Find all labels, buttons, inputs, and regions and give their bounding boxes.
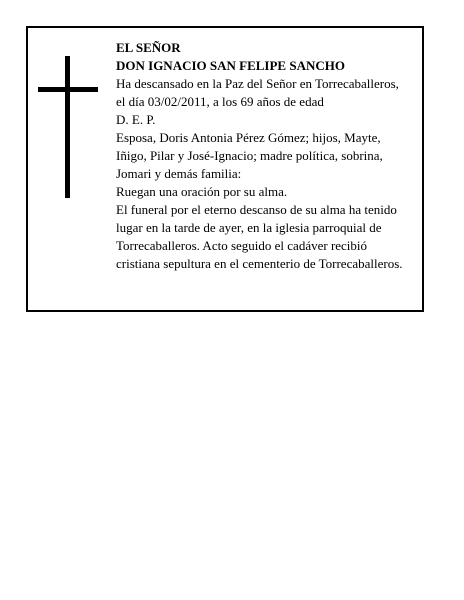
body-line: Esposa, Doris Antonia Pérez Gómez; hijos, Mayte, — [116, 130, 381, 145]
body-line: lugar en la tarde de ayer, en la iglesia parroquial de — [116, 220, 382, 235]
cross-horizontal-bar — [38, 87, 98, 92]
obituary-text — [116, 39, 420, 273]
body-line: El funeral por el eterno descanso de su alma ha tenido — [116, 202, 397, 217]
body-line: D. E. P. — [116, 112, 156, 127]
body-line: cristiana sepultura en el cementerio de Torrecaballeros. — [116, 256, 403, 271]
body-line: Ruegan una oración por su alma. — [116, 184, 288, 199]
body-line: Jomari y demás familia: — [116, 166, 242, 181]
body-line: Ha descansado en la Paz del Señor en Torrecaballeros, — [116, 76, 399, 91]
title-line-2: DON IGNACIO SAN FELIPE SANCHO — [116, 58, 345, 73]
body-line: Iñigo, Pilar y José-Ignacio; madre política, sobrina, — [116, 148, 383, 163]
obituary-notice — [26, 26, 424, 312]
cross-vertical-bar — [65, 56, 70, 198]
latin-cross-icon — [38, 56, 98, 198]
body-line: el día 03/02/2011, a los 69 años de edad — [116, 94, 324, 109]
body-line: Torrecaballeros. Acto seguido el cadáver recibió — [116, 238, 368, 253]
title-line-1: EL SEÑOR — [116, 40, 181, 55]
